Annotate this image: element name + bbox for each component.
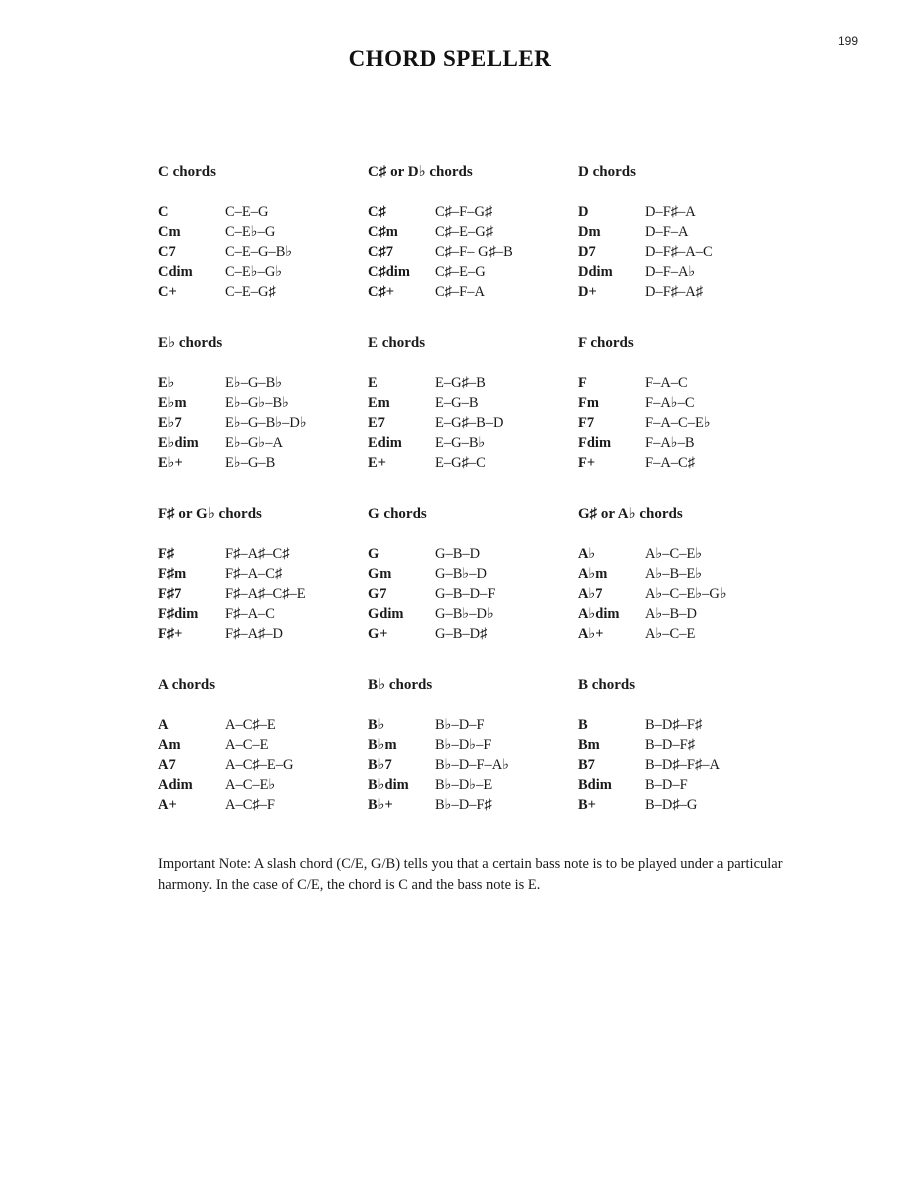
chord-row <box>578 202 788 222</box>
chord-row <box>158 544 368 564</box>
chord-row <box>158 755 368 775</box>
chord-row <box>578 262 788 282</box>
chord-notes: E♭–G–B <box>225 455 276 471</box>
chord-name: Bdim <box>578 777 612 793</box>
chord-row <box>578 564 788 584</box>
chord-name: F♯ <box>158 546 175 562</box>
chord-notes: E–G♯–C <box>435 455 486 471</box>
chord-grid <box>158 162 788 846</box>
chord-name: C7 <box>158 244 176 260</box>
section-title: F chords <box>578 335 634 351</box>
chord-notes: G–B♭–D <box>435 566 487 582</box>
chord-name: Dm <box>578 224 601 240</box>
chord-notes: A♭–B–D <box>645 606 697 622</box>
chord-notes: G–B–D♯ <box>435 626 488 642</box>
chord-name: Cdim <box>158 264 193 280</box>
chord-notes: F–A♭–B <box>645 435 695 451</box>
chord-name: B♭m <box>368 737 397 753</box>
chord-row <box>578 604 788 624</box>
section-title: C chords <box>158 164 216 180</box>
chord-row <box>368 202 578 222</box>
chord-row <box>158 735 368 755</box>
chord-notes: C–E–G <box>225 204 269 220</box>
chord-name: A♭ <box>578 546 596 562</box>
chord-notes: F–A–C <box>645 375 688 391</box>
chord-name: G <box>368 546 380 562</box>
chord-name: F+ <box>578 455 596 471</box>
chord-row <box>368 453 578 473</box>
chord-notes: C♯–F– G♯–B <box>435 244 513 260</box>
chord-name: D <box>578 204 589 220</box>
chord-row <box>368 222 578 242</box>
chord-name: F♯m <box>158 566 187 582</box>
chord-name: Edim <box>368 435 402 451</box>
chord-row <box>158 282 368 302</box>
chord-row <box>578 433 788 453</box>
chord-notes: A♭–C–E♭–G♭ <box>645 586 727 602</box>
chord-notes: E♭–G♭–B♭ <box>225 395 290 411</box>
chord-name: E♭ <box>158 375 175 391</box>
chord-name: F♯7 <box>158 586 182 602</box>
chord-notes: E–G♯–B <box>435 375 486 391</box>
chord-row <box>578 735 788 755</box>
chord-name: F7 <box>578 415 595 431</box>
chord-notes: A♭–C–E♭ <box>645 546 703 562</box>
chord-name: B7 <box>578 757 595 773</box>
chord-row <box>578 795 788 815</box>
chord-notes: A–C–E♭ <box>225 777 276 793</box>
chord-notes: B♭–D♭–F <box>435 737 492 753</box>
chord-name: C♯dim <box>368 264 410 280</box>
chord-row <box>578 624 788 644</box>
chord-section <box>368 504 578 675</box>
chord-notes: D–F♯–A–C <box>645 244 713 260</box>
section-title: C♯ or D♭ chords <box>368 164 473 180</box>
chord-row <box>578 584 788 604</box>
chord-row <box>368 413 578 433</box>
chord-notes: A♭–B–E♭ <box>645 566 703 582</box>
chord-section <box>368 333 578 504</box>
chord-section <box>158 504 368 675</box>
chord-notes: F♯–A–C <box>225 606 275 622</box>
chord-notes: B–D–F <box>645 777 688 793</box>
chord-name: A♭7 <box>578 586 603 602</box>
chord-notes: C–E♭–G♭ <box>225 264 283 280</box>
chord-notes: G–B♭–D♭ <box>435 606 494 622</box>
chord-row <box>158 715 368 735</box>
chord-row <box>158 795 368 815</box>
chord-row <box>368 735 578 755</box>
chord-row <box>158 413 368 433</box>
chord-row <box>158 775 368 795</box>
chord-row <box>158 624 368 644</box>
chord-row <box>368 242 578 262</box>
chord-row <box>578 413 788 433</box>
chord-row <box>368 262 578 282</box>
page-title: CHORD SPELLER <box>348 46 552 71</box>
chord-name: G7 <box>368 586 387 602</box>
chord-name: C♯m <box>368 224 398 240</box>
chord-notes: A–C–E <box>225 737 269 753</box>
chord-row <box>578 393 788 413</box>
chord-notes: F♯–A♯–D <box>225 626 284 642</box>
chord-name: C♯ <box>368 204 386 220</box>
section-title: A chords <box>158 677 216 693</box>
chord-name: Bm <box>578 737 600 753</box>
chord-name: A7 <box>158 757 176 773</box>
chord-name: E♭7 <box>158 415 182 431</box>
chord-notes: F♯–A♯–C♯ <box>225 546 290 562</box>
chord-row <box>158 202 368 222</box>
chord-notes: C♯–E–G♯ <box>435 224 493 240</box>
chord-name: A♭m <box>578 566 608 582</box>
chord-notes: E♭–G–B♭ <box>225 375 283 391</box>
chord-name: C <box>158 204 169 220</box>
chord-section <box>368 162 578 333</box>
chord-name: Em <box>368 395 390 411</box>
chord-name: Fdim <box>578 435 612 451</box>
chord-row <box>368 282 578 302</box>
chord-row <box>578 242 788 262</box>
chord-row <box>368 604 578 624</box>
chord-name: Gdim <box>368 606 404 622</box>
chord-notes: C♯–F–A <box>435 284 485 300</box>
section-title: G♯ or A♭ chords <box>578 506 683 522</box>
chord-notes: D–F–A♭ <box>645 264 696 280</box>
chord-row <box>578 282 788 302</box>
chord-row <box>368 795 578 815</box>
chord-section <box>158 333 368 504</box>
chord-section <box>578 333 788 504</box>
chord-name: D7 <box>578 244 596 260</box>
section-title: B chords <box>578 677 636 693</box>
chord-name: C♯+ <box>368 284 394 300</box>
chord-section <box>578 675 788 846</box>
chord-row <box>578 544 788 564</box>
chord-name: D+ <box>578 284 597 300</box>
chord-row <box>578 222 788 242</box>
chord-row <box>158 604 368 624</box>
important-note: Important Note: A slash chord (C/E, G/B) tells you that a certain bass note is to be played under a particular harmony. In the case of C/E, the chord is C and the bass note is E. <box>158 856 783 893</box>
chord-notes: E–G–B <box>435 395 479 411</box>
chord-row <box>368 433 578 453</box>
chord-name: F <box>578 375 587 391</box>
chord-section <box>158 675 368 846</box>
chord-row <box>158 262 368 282</box>
chord-row <box>578 373 788 393</box>
chord-notes: C♯–F–G♯ <box>435 204 493 220</box>
section-title: E chords <box>368 335 426 351</box>
chord-notes: G–B–D <box>435 546 481 562</box>
section-title: F♯ or G♭ chords <box>158 506 262 522</box>
chord-name: F♯+ <box>158 626 183 642</box>
chord-notes: A–C♯–E–G <box>225 757 294 773</box>
section-title: D chords <box>578 164 636 180</box>
chord-name: E7 <box>368 415 385 431</box>
chord-row <box>158 393 368 413</box>
chord-notes: B–D–F♯ <box>645 737 695 753</box>
chord-name: E♭dim <box>158 435 199 451</box>
chord-row <box>158 453 368 473</box>
chord-notes: A–C♯–E <box>225 717 276 733</box>
chord-name: C♯7 <box>368 244 393 260</box>
chord-notes: F–A–C♯ <box>645 455 695 471</box>
chord-row <box>158 242 368 262</box>
chord-row <box>578 755 788 775</box>
chord-notes: B♭–D–F <box>435 717 485 733</box>
chord-name: A♭dim <box>578 606 620 622</box>
chord-name: B♭+ <box>368 797 393 813</box>
chord-name: A♭+ <box>578 626 604 642</box>
section-title: B♭ chords <box>368 677 433 693</box>
chord-name: A+ <box>158 797 177 813</box>
chord-notes: D–F♯–A <box>645 204 696 220</box>
chord-row <box>158 433 368 453</box>
chord-name: B♭7 <box>368 757 392 773</box>
chord-row <box>578 715 788 735</box>
chord-notes: A♭–C–E <box>645 626 696 642</box>
chord-notes: E–G–B♭ <box>435 435 486 451</box>
chord-row <box>368 755 578 775</box>
chord-name: C+ <box>158 284 177 300</box>
chord-notes: B♭–D–F–A♭ <box>435 757 510 773</box>
chord-name: Am <box>158 737 181 753</box>
chord-notes: E–G♯–B–D <box>435 415 504 431</box>
chord-name: F♯dim <box>158 606 199 622</box>
chord-notes: G–B–D–F <box>435 586 496 602</box>
chord-notes: C–E♭–G <box>225 224 276 240</box>
chord-name: B♭dim <box>368 777 409 793</box>
chord-name: B♭ <box>368 717 385 733</box>
chord-notes: C–E–G♯ <box>225 284 276 300</box>
chord-row <box>578 775 788 795</box>
chord-notes: C–E–G–B♭ <box>225 244 293 260</box>
chord-row <box>368 624 578 644</box>
chord-name: A <box>158 717 169 733</box>
chord-notes: B♭–D–F♯ <box>435 797 492 813</box>
chord-name: B <box>578 717 588 733</box>
section-title: E♭ chords <box>158 335 223 351</box>
chord-notes: A–C♯–F <box>225 797 275 813</box>
chord-row <box>368 544 578 564</box>
chord-notes: F–A–C–E♭ <box>645 415 711 431</box>
chord-row <box>368 373 578 393</box>
chord-notes: C♯–E–G <box>435 264 486 280</box>
chord-row <box>578 453 788 473</box>
chord-notes: F–A♭–C <box>645 395 695 411</box>
chord-name: Ddim <box>578 264 613 280</box>
chord-row <box>158 564 368 584</box>
chord-name: E <box>368 375 378 391</box>
page-number: 199 <box>838 34 859 48</box>
section-title: G chords <box>368 506 427 522</box>
chord-section <box>368 675 578 846</box>
chord-notes: D–F♯–A♯ <box>645 284 704 300</box>
chord-section <box>578 162 788 333</box>
chord-name: E♭+ <box>158 455 183 471</box>
chord-notes: F♯–A♯–C♯–E <box>225 586 306 602</box>
chord-row <box>368 775 578 795</box>
chord-row <box>368 715 578 735</box>
chord-notes: B♭–D♭–E <box>435 777 493 793</box>
chord-name: Fm <box>578 395 599 411</box>
chord-name: Cm <box>158 224 181 240</box>
chord-name: G+ <box>368 626 388 642</box>
chord-notes: E♭–G♭–A <box>225 435 283 451</box>
chord-row <box>158 584 368 604</box>
chord-notes: D–F–A <box>645 224 689 240</box>
chord-notes: F♯–A–C♯ <box>225 566 283 582</box>
chord-section <box>578 504 788 675</box>
chord-notes: E♭–G–B♭–D♭ <box>225 415 307 431</box>
chord-row <box>158 373 368 393</box>
chord-name: Gm <box>368 566 392 582</box>
chord-section <box>158 162 368 333</box>
chord-name: Adim <box>158 777 193 793</box>
chord-row <box>368 393 578 413</box>
chord-name: B+ <box>578 797 596 813</box>
chord-row <box>158 222 368 242</box>
chord-row <box>368 584 578 604</box>
chord-name: E♭m <box>158 395 187 411</box>
chord-notes: B–D♯–F♯ <box>645 717 703 733</box>
chord-row <box>368 564 578 584</box>
chord-notes: B–D♯–G <box>645 797 698 813</box>
chord-notes: B–D♯–F♯–A <box>645 757 720 773</box>
chord-name: E+ <box>368 455 386 471</box>
